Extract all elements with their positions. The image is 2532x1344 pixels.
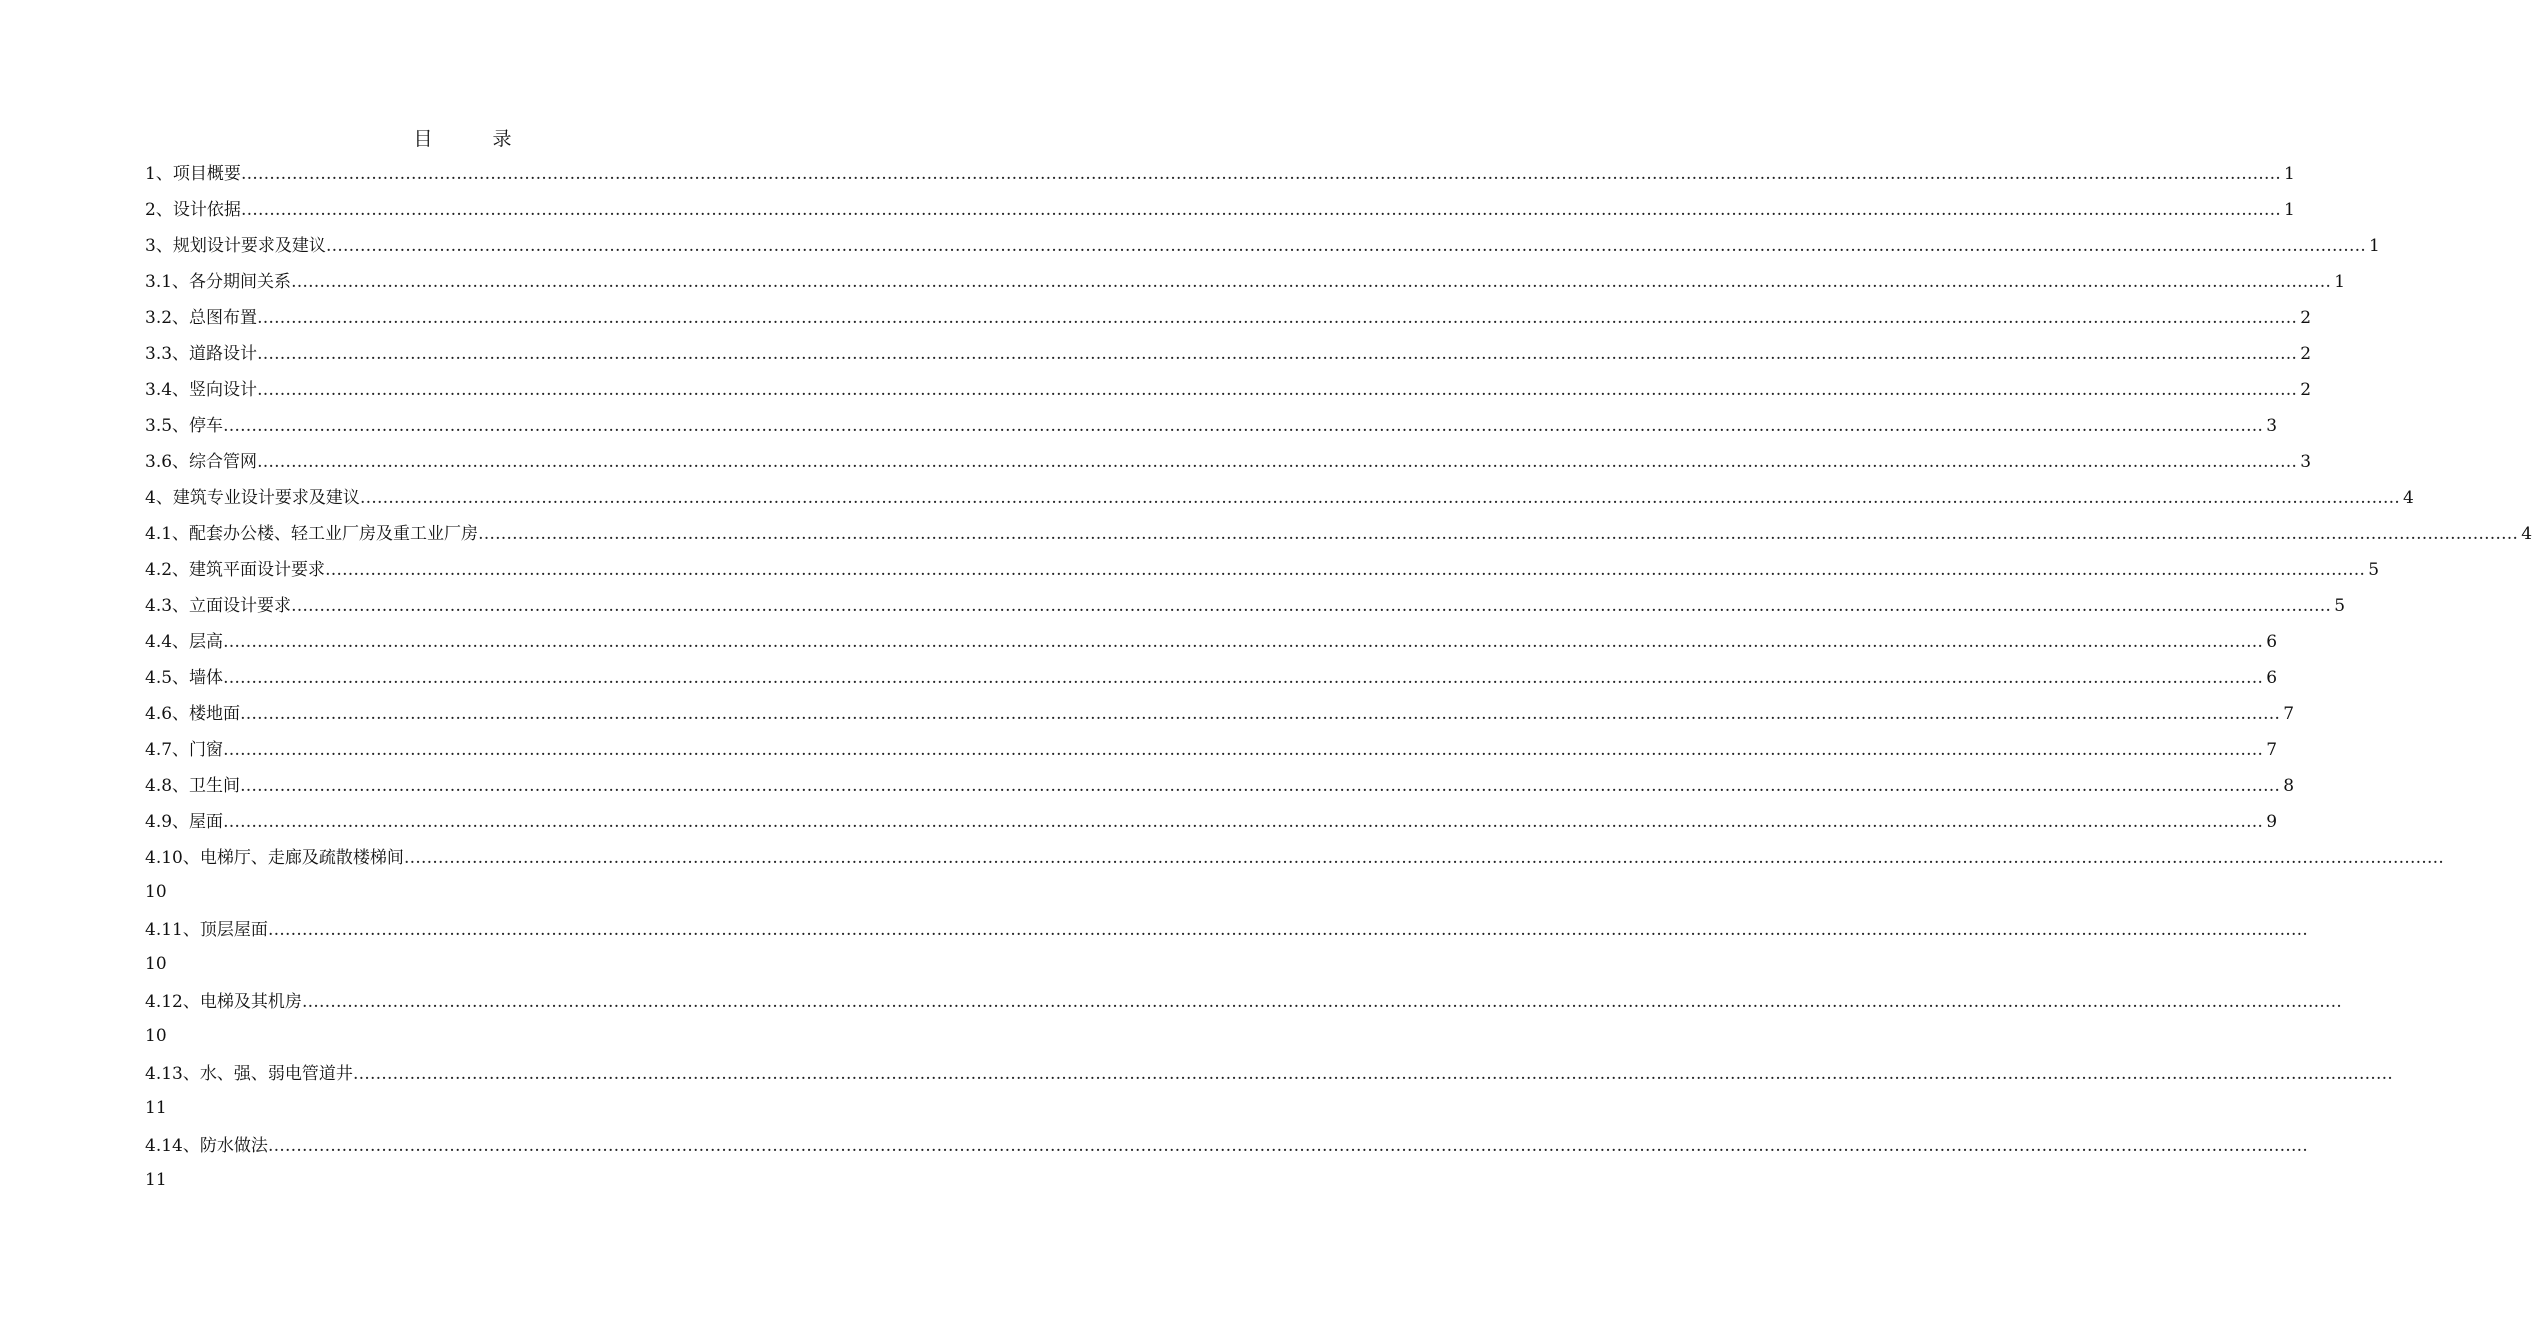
toc-entry[interactable]	[145, 844, 2444, 916]
toc-entry-line	[145, 340, 2312, 368]
toc-entry[interactable]	[145, 736, 2278, 772]
toc-entry[interactable]	[145, 268, 2346, 304]
toc-entry[interactable]	[145, 808, 2278, 844]
toc-entry-label: 4、建筑专业设计要求及建议	[145, 488, 360, 508]
toc-title: 目录	[413, 128, 572, 150]
toc-entry[interactable]	[145, 664, 2278, 700]
toc-entry-page-number: 7	[2283, 704, 2295, 724]
toc-entry[interactable]	[145, 556, 2380, 592]
toc-entry-page-number: 3	[2266, 416, 2278, 436]
toc-dot-leader: ………………………………………………………………………………………………………………………………………………………………………………………………………………………………………………………………………………………………………………………………	[325, 560, 2366, 580]
toc-entry-line	[145, 808, 2278, 836]
toc-entry-line	[145, 232, 2380, 260]
toc-entry-page-number: 2	[2300, 380, 2312, 400]
toc-entry[interactable]	[145, 1060, 2393, 1132]
toc-entry-line	[145, 160, 2295, 188]
toc-dot-leader: ………………………………………………………………………………………………………………………………………………………………………………………………………………………………………………………………………………………………………………………………	[301, 992, 2342, 1012]
toc-entry-line	[145, 700, 2295, 728]
toc-entry-page-number: 2	[2300, 308, 2312, 328]
toc-entry[interactable]	[145, 592, 2346, 628]
toc-entry-line	[145, 772, 2295, 800]
toc-entry-line	[145, 988, 2342, 1016]
toc-dot-leader: ………………………………………………………………………………………………………………………………………………………………………………………………………………………………………………………………………………………………………………………………	[223, 812, 2264, 832]
toc-entry[interactable]	[145, 196, 2295, 232]
toc-entry-line	[145, 304, 2312, 332]
toc-entry-label: 3.2、总图布置	[145, 308, 258, 328]
toc-entry-label: 4.13、水、强、弱电管道井	[145, 1064, 353, 1084]
toc-entry-label: 4.3、立面设计要求	[145, 596, 292, 616]
toc-entry-label: 3.4、竖向设计	[145, 380, 258, 400]
toc-entry-label: 4.4、层高	[145, 632, 224, 652]
toc-dot-leader: ………………………………………………………………………………………………………………………………………………………………………………………………………………………………………………………………………………………………………………………………	[478, 524, 2519, 544]
toc-list	[145, 160, 2532, 1204]
toc-entry-label: 4.2、建筑平面设计要求	[145, 560, 326, 580]
toc-entry-page-number: 1	[2284, 164, 2295, 184]
toc-dot-leader: ………………………………………………………………………………………………………………………………………………………………………………………………………………………………………………………………………………………………………………………………	[223, 740, 2264, 760]
toc-entry-line	[145, 484, 2414, 512]
toc-entry-label: 4.6、楼地面	[145, 704, 241, 724]
toc-entry-line	[145, 628, 2278, 656]
toc-entry-page-number: 7	[2266, 740, 2278, 760]
toc-entry[interactable]	[145, 988, 2342, 1060]
toc-entry-label: 4.9、屋面	[145, 812, 224, 832]
toc-entry-label: 3.3、道路设计	[145, 344, 258, 364]
toc-entry[interactable]	[145, 628, 2278, 664]
toc-entry-page-number: 4	[2403, 488, 2414, 508]
toc-entry-page-number: 11	[145, 1098, 167, 1118]
toc-entry-line	[145, 1060, 2393, 1088]
toc-entry-page-number: 4	[2521, 524, 2532, 544]
toc-entry[interactable]	[145, 520, 2532, 556]
toc-dot-leader: ………………………………………………………………………………………………………………………………………………………………………………………………………………………………………………………………………………………………………………………………	[240, 164, 2281, 184]
toc-dot-leader: ………………………………………………………………………………………………………………………………………………………………………………………………………………………………………………………………………………………………………………………………	[257, 308, 2298, 328]
toc-entry-line	[145, 592, 2346, 620]
toc-entry-page-number: 2	[2300, 344, 2312, 364]
toc-entry-line	[145, 556, 2380, 584]
toc-entry-page-number: 10	[145, 882, 167, 902]
toc-entry-label: 4.11、顶层屋面	[145, 920, 268, 940]
toc-entry[interactable]	[145, 340, 2312, 376]
toc-entry-line	[145, 196, 2295, 224]
toc-dot-leader: ………………………………………………………………………………………………………………………………………………………………………………………………………………………………………………………………………………………………………………………………	[359, 488, 2400, 508]
toc-entry-line	[145, 1132, 2308, 1160]
toc-entry[interactable]	[145, 232, 2380, 268]
toc-entry-label: 2、设计依据	[145, 200, 241, 220]
toc-entry-page-number: 10	[145, 954, 167, 974]
toc-dot-leader: ………………………………………………………………………………………………………………………………………………………………………………………………………………………………………………………………………………………………………………………………	[223, 668, 2264, 688]
toc-entry-label: 1、项目概要	[145, 164, 241, 184]
toc-dot-leader: ………………………………………………………………………………………………………………………………………………………………………………………………………………………………………………………………………………………………………………………………	[223, 632, 2264, 652]
toc-entry[interactable]	[145, 484, 2414, 520]
toc-entry-label: 4.14、防水做法	[145, 1136, 268, 1156]
toc-entry-page-number: 6	[2266, 668, 2278, 688]
toc-entry-label: 4.10、电梯厅、走廊及疏散楼梯间	[145, 848, 404, 868]
toc-entry-page-number: 3	[2300, 452, 2312, 472]
toc-entry-label: 4.12、电梯及其机房	[145, 992, 302, 1012]
toc-entry[interactable]	[145, 304, 2312, 340]
toc-entry[interactable]	[145, 1132, 2308, 1204]
toc-entry-line	[145, 376, 2312, 404]
toc-dot-leader: ………………………………………………………………………………………………………………………………………………………………………………………………………………………………………………………………………………………………………………………………	[257, 452, 2298, 472]
toc-dot-leader: ………………………………………………………………………………………………………………………………………………………………………………………………………………………………………………………………………………………………………………………………	[257, 380, 2298, 400]
toc-entry-label: 4.1、配套办公楼、轻工业厂房及重工业厂房	[145, 524, 479, 544]
toc-entry-page-number: 5	[2368, 560, 2380, 580]
toc-entry-line	[145, 412, 2278, 440]
toc-entry-line	[145, 448, 2312, 476]
toc-entry-page-number: 1	[2284, 200, 2295, 220]
toc-entry-label: 3、规划设计要求及建议	[145, 236, 326, 256]
toc-entry-page-number: 6	[2266, 632, 2278, 652]
toc-entry[interactable]	[145, 448, 2312, 484]
toc-entry[interactable]	[145, 376, 2312, 412]
toc-entry-label: 4.7、门窗	[145, 740, 224, 760]
toc-dot-leader: ………………………………………………………………………………………………………………………………………………………………………………………………………………………………………………………………………………………………………………………………	[291, 272, 2332, 292]
toc-dot-leader: ………………………………………………………………………………………………………………………………………………………………………………………………………………………………………………………………………………………………………………………………	[240, 200, 2281, 220]
toc-entry-page-number: 8	[2283, 776, 2295, 796]
toc-entry[interactable]	[145, 160, 2295, 196]
toc-entry-label: 3.6、综合管网	[145, 452, 258, 472]
toc-entry-label: 3.5、停车	[145, 416, 224, 436]
toc-entry-page-number: 1	[2334, 272, 2346, 292]
toc-entry-page-number: 11	[145, 1170, 167, 1190]
toc-entry[interactable]	[145, 412, 2278, 448]
toc-dot-leader: ………………………………………………………………………………………………………………………………………………………………………………………………………………………………………………………………………………………………………………………………	[223, 416, 2264, 436]
toc-entry-line	[145, 664, 2278, 692]
toc-entry-line	[145, 520, 2532, 548]
toc-entry-label: 4.8、卫生间	[145, 776, 241, 796]
toc-entry-page-number: 9	[2266, 812, 2278, 832]
toc-dot-leader: ………………………………………………………………………………………………………………………………………………………………………………………………………………………………………………………………………………………………………………………………	[267, 920, 2308, 940]
toc-entry-page-number: 5	[2334, 596, 2346, 616]
toc-entry-line	[145, 844, 2444, 872]
toc-dot-leader: ………………………………………………………………………………………………………………………………………………………………………………………………………………………………………………………………………………………………………………………………	[325, 236, 2366, 256]
toc-dot-leader: ………………………………………………………………………………………………………………………………………………………………………………………………………………………………………………………………………………………………………………………………	[352, 1064, 2393, 1084]
toc-entry-line	[145, 736, 2278, 764]
toc-dot-leader: ………………………………………………………………………………………………………………………………………………………………………………………………………………………………………………………………………………………………………………………………	[240, 776, 2281, 796]
toc-entry-label: 4.5、墙体	[145, 668, 224, 688]
toc-entry-label: 3.1、各分期间关系	[145, 272, 292, 292]
toc-dot-leader: ………………………………………………………………………………………………………………………………………………………………………………………………………………………………………………………………………………………………………………………………	[257, 344, 2298, 364]
toc-entry-page-number: 10	[145, 1026, 167, 1046]
toc-entry-page-number: 1	[2369, 236, 2380, 256]
toc-entry[interactable]	[145, 772, 2295, 808]
toc-entry[interactable]	[145, 916, 2308, 988]
toc-dot-leader: ………………………………………………………………………………………………………………………………………………………………………………………………………………………………………………………………………………………………………………………………	[291, 596, 2332, 616]
toc-dot-leader: ………………………………………………………………………………………………………………………………………………………………………………………………………………………………………………………………………………………………………………………………	[240, 704, 2281, 724]
toc-entry-line	[145, 268, 2346, 296]
toc-entry-line	[145, 916, 2308, 944]
toc-dot-leader: ………………………………………………………………………………………………………………………………………………………………………………………………………………………………………………………………………………………………………………………………	[267, 1136, 2308, 1156]
toc-entry[interactable]	[145, 700, 2295, 736]
toc-dot-leader: ………………………………………………………………………………………………………………………………………………………………………………………………………………………………………………………………………………………………………………………………	[403, 848, 2444, 868]
